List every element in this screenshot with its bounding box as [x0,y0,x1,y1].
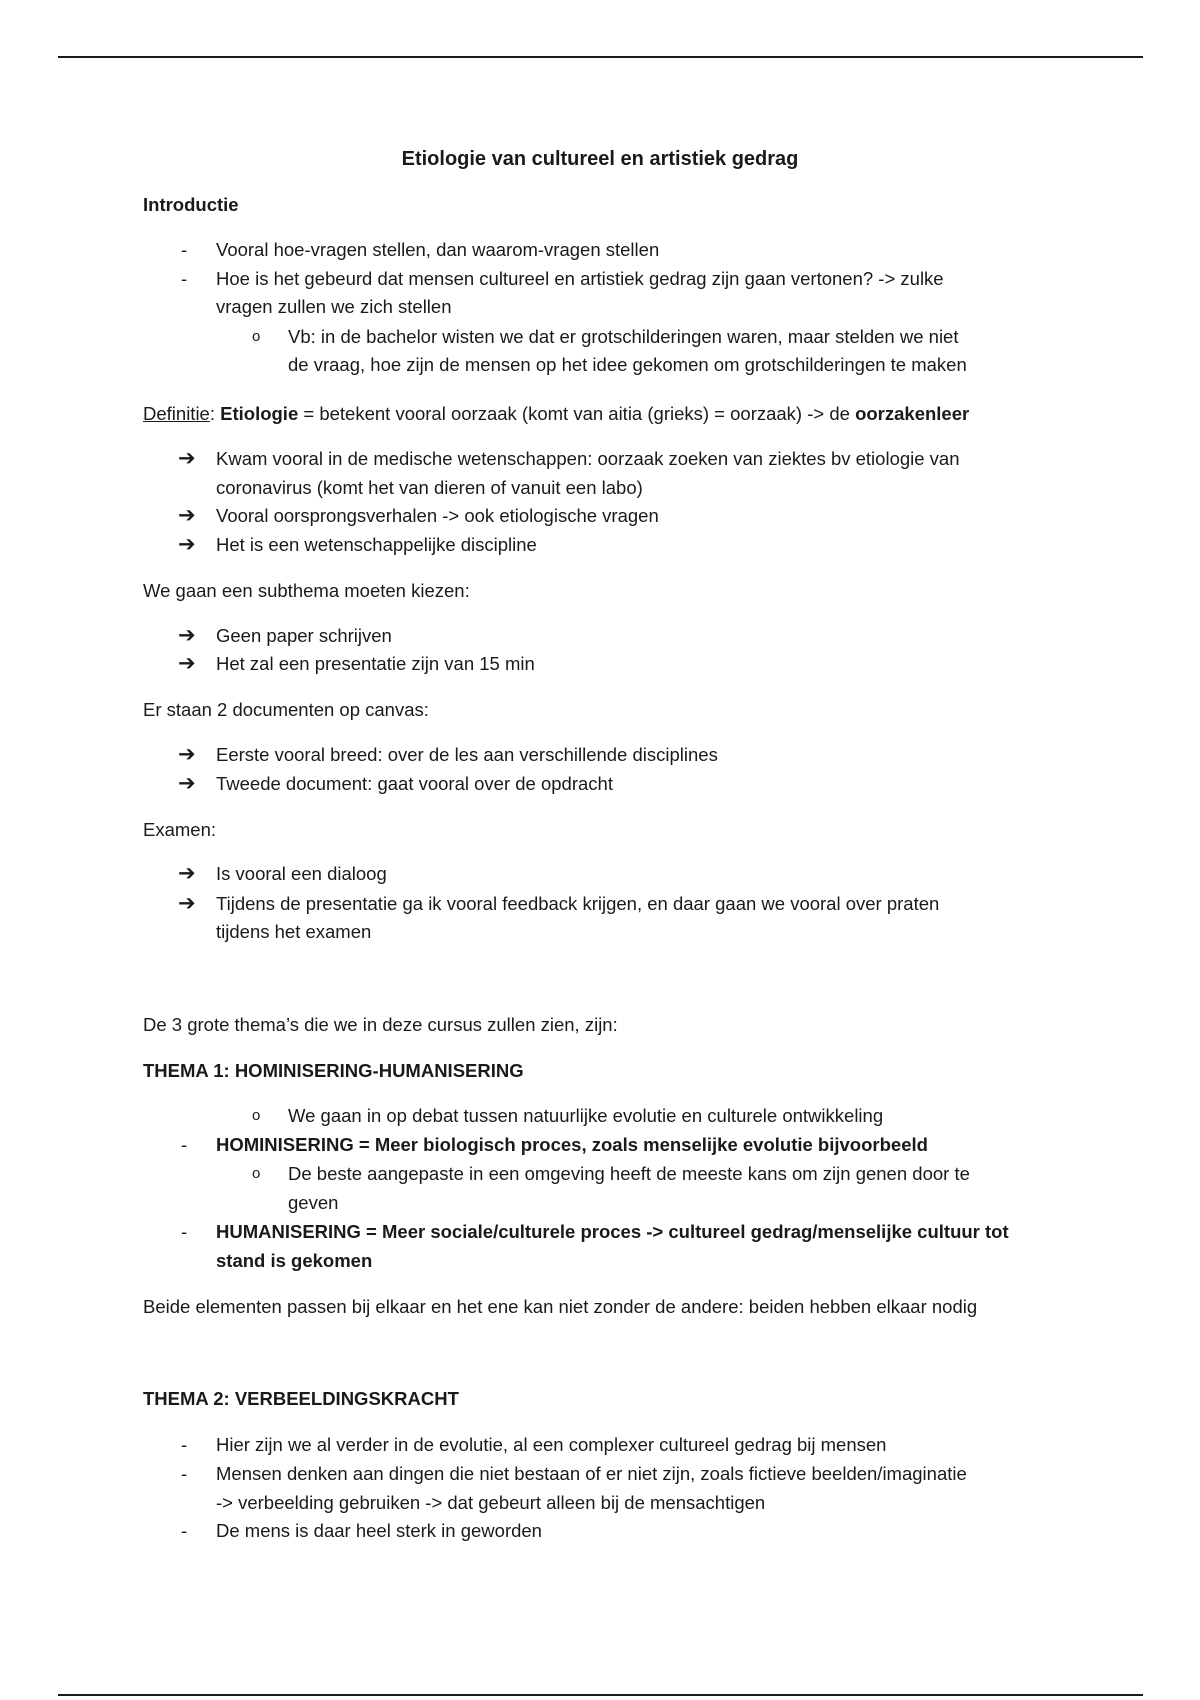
list-item: Tijdens de presentatie ga ik vooral feedback krijgen, en daar gaan we vooral over praten [216,893,940,914]
list-item-continuation: -> verbeelding gebruiken -> dat gebeurt alleen bij de mensachtigen [216,1492,766,1513]
list-item: Vooral hoe-vragen stellen, dan waarom-vragen stellen [216,239,660,260]
paragraph: We gaan een subthema moeten kiezen: [143,580,470,601]
paragraph: Beide elementen passen bij elkaar en het ene kan niet zonder de andere: beiden hebben elkaar nodig [143,1296,978,1317]
arrow-bullet-icon: ➔ [178,533,196,556]
arrow-bullet-icon: ➔ [178,652,196,675]
dash-bullet: - [181,1434,188,1455]
list-item: Hier zijn we al verder in de evolutie, al een complexer cultureel gedrag bij mensen [216,1434,887,1455]
arrow-bullet-icon: ➔ [178,743,196,766]
definition-colon: : [209,403,221,424]
list-item: Kwam vooral in de medische wetenschappen: oorzaak zoeken van ziektes bv etiologie van [216,448,960,469]
paragraph: Examen: [143,819,217,840]
list-item: Eerste vooral breed: over de les aan verschillende disciplines [216,744,718,765]
list-subitem: We gaan in op debat tussen natuurlijke evolutie en culturele ontwikkeling [288,1105,884,1126]
definition-text: = betekent vooral oorzaak (komt van aitia (grieks) = oorzaak) -> de [298,403,856,424]
list-item: Het zal een presentatie zijn van 15 min [216,653,535,674]
list-item: Geen paper schrijven [216,625,392,646]
list-item-continuation: stand is gekomen [216,1250,373,1271]
circle-bullet: o [252,328,261,345]
arrow-bullet-icon: ➔ [178,772,196,795]
list-item: Het is een wetenschappelijke discipline [216,534,537,555]
list-item: De mens is daar heel sterk in geworden [216,1520,542,1541]
dash-bullet: - [181,1134,188,1155]
arrow-bullet-icon: ➔ [178,862,196,885]
list-item: HOMINISERING = Meer biologisch proces, zoals menselijke evolutie bijvoorbeeld [216,1134,928,1155]
list-item-continuation: vragen zullen we zich stellen [216,296,452,317]
definition-bold-end: oorzakenleer [855,403,970,424]
list-item: Vooral oorsprongsverhalen -> ook etiologische vragen [216,505,659,526]
list-item-continuation: coronavirus (komt het van dieren of vanuit een labo) [216,477,643,498]
dash-bullet: - [181,1221,188,1242]
arrow-bullet-icon: ➔ [178,892,196,915]
dash-bullet: - [181,1463,188,1484]
paragraph: De 3 grote thema’s die we in deze cursus zullen zien, zijn: [143,1014,618,1035]
arrow-bullet-icon: ➔ [178,624,196,647]
list-subitem-continuation: geven [288,1192,339,1213]
list-item-continuation: tijdens het examen [216,921,372,942]
list-item: Hoe is het gebeurd dat mensen cultureel en artistiek gedrag zijn gaan vertonen? -> zulke [216,268,944,289]
dash-bullet: - [181,239,188,260]
definition-label: Definitie [143,403,210,424]
section-heading-introductie: Introductie [143,194,239,215]
definition-term: Etiologie [220,403,299,424]
list-subitem-continuation: de vraag, hoe zijn de mensen op het idee gekomen om grotschilderingen te maken [288,354,967,375]
circle-bullet: o [252,1165,261,1182]
arrow-bullet-icon: ➔ [178,504,196,527]
page-title: Etiologie van cultureel en artistiek gedrag [401,148,799,170]
list-subitem: Vb: in de bachelor wisten we dat er grotschilderingen waren, maar stelden we niet [288,326,959,347]
definition-paragraph [143,401,969,427]
dash-bullet: - [181,268,188,289]
circle-bullet: o [252,1107,261,1124]
list-item: Is vooral een dialoog [216,863,387,884]
footer-rule [58,1694,1143,1696]
section-heading-thema-1: THEMA 1: HOMINISERING-HUMANISERING [143,1060,524,1081]
list-item: Mensen denken aan dingen die niet bestaan of er niet zijn, zoals fictieve beelden/imaginatie [216,1463,967,1484]
paragraph: Er staan 2 documenten op canvas: [143,699,429,720]
list-item: Tweede document: gaat vooral over de opdracht [216,773,613,794]
arrow-bullet-icon: ➔ [178,447,196,470]
list-item: HUMANISERING = Meer sociale/culturele proces -> cultureel gedrag/menselijke cultuur tot [216,1221,1009,1242]
list-subitem: De beste aangepaste in een omgeving heeft de meeste kans om zijn genen door te [288,1163,970,1184]
dash-bullet: - [181,1520,188,1541]
section-heading-thema-2: THEMA 2: VERBEELDINGSKRACHT [143,1388,459,1409]
